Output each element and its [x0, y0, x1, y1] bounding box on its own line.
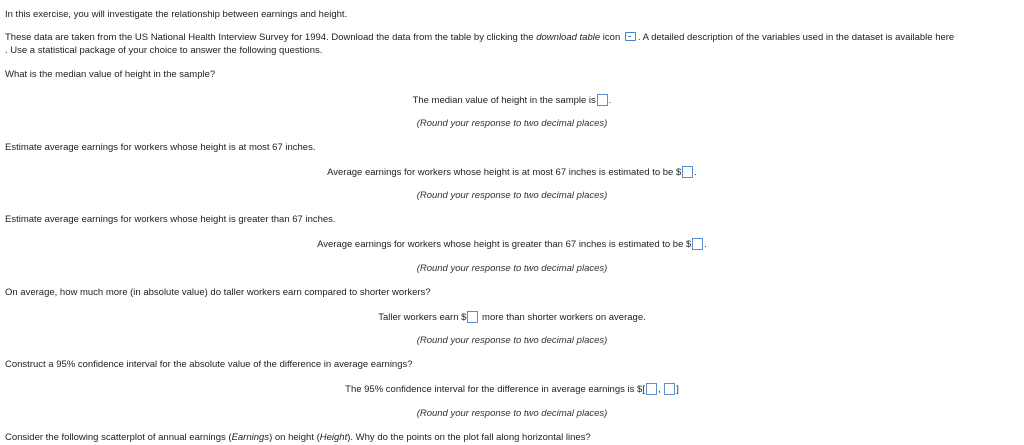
median-height-input[interactable]: [597, 94, 608, 106]
data-instructions: . Use a statistical package of your choice to answer the following questions.: [5, 45, 323, 56]
answer-row-median-height: [0, 94, 1024, 106]
answer-suffix: ]: [676, 384, 679, 395]
earnings-tall-input[interactable]: [692, 238, 703, 250]
answer-suffix: .: [704, 239, 707, 250]
answer-separator: ,: [657, 384, 661, 395]
rounding-hint: (Round your response to two decimal places): [416, 408, 608, 419]
rounding-hint: (Round your response to two decimal places): [416, 335, 608, 346]
answer-prefix: The 95% confidence interval for the difference in average earnings is $[: [345, 384, 645, 395]
answer-row-earnings-difference: [0, 311, 1024, 323]
answer-prefix: The median value of height in the sample is: [412, 95, 596, 106]
variable-earnings: Earnings: [231, 432, 270, 443]
question-text-part3: ). Why do the points on the plot fall along horizontal lines?: [347, 432, 591, 443]
rounding-hint: (Round your response to two decimal places): [416, 263, 608, 274]
download-table-text: download table: [536, 32, 601, 43]
rounding-hint: (Round your response to two decimal places): [416, 118, 608, 129]
answer-row-confidence-interval: [0, 383, 1024, 395]
question-earnings-short: Estimate average earnings for workers whose height is at most 67 inches.: [5, 142, 316, 153]
question-median-height: What is the median value of height in the sample?: [5, 69, 216, 80]
earnings-difference-input[interactable]: [467, 311, 478, 323]
download-table-icon[interactable]: [625, 32, 636, 41]
earnings-short-input[interactable]: [682, 166, 693, 178]
intro-text: In this exercise, you will investigate the relationship between earnings and height.: [5, 9, 348, 20]
question-confidence-interval: Construct a 95% confidence interval for the absolute value of the difference in average earnings?: [5, 359, 413, 370]
data-description-part1: These data are taken from the US National Health Interview Survey for 1994. Download the data from the table by clicking the: [5, 32, 537, 43]
answer-suffix: .: [694, 167, 697, 178]
data-description-part2: icon: [600, 32, 621, 43]
answer-prefix: Taller workers earn $: [378, 312, 467, 323]
question-earnings-difference: On average, how much more (in absolute value) do taller workers earn compared to shorter workers?: [5, 287, 431, 298]
question-scatterplot: [5, 432, 591, 443]
data-description: [5, 32, 954, 43]
data-description-part3: . A detailed description of the variables used in the dataset is available here: [637, 32, 955, 43]
answer-row-earnings-tall: [0, 238, 1024, 250]
rounding-hint: (Round your response to two decimal places): [416, 190, 608, 201]
answer-suffix: .: [608, 95, 612, 106]
answer-prefix: Average earnings for workers whose height is greater than 67 inches is estimated to be $: [317, 239, 692, 250]
answer-prefix: Average earnings for workers whose height is at most 67 inches is estimated to be $: [327, 167, 682, 178]
ci-lower-input[interactable]: [646, 383, 657, 395]
question-earnings-tall: Estimate average earnings for workers whose height is greater than 67 inches.: [5, 214, 336, 225]
question-text-part2: ) on height (: [269, 432, 320, 443]
answer-row-earnings-short: [0, 166, 1024, 178]
variable-height: Height: [319, 432, 348, 443]
answer-suffix: more than shorter workers on average.: [482, 312, 646, 323]
question-text-part1: Consider the following scatterplot of annual earnings (: [5, 432, 232, 443]
ci-upper-input[interactable]: [664, 383, 675, 395]
